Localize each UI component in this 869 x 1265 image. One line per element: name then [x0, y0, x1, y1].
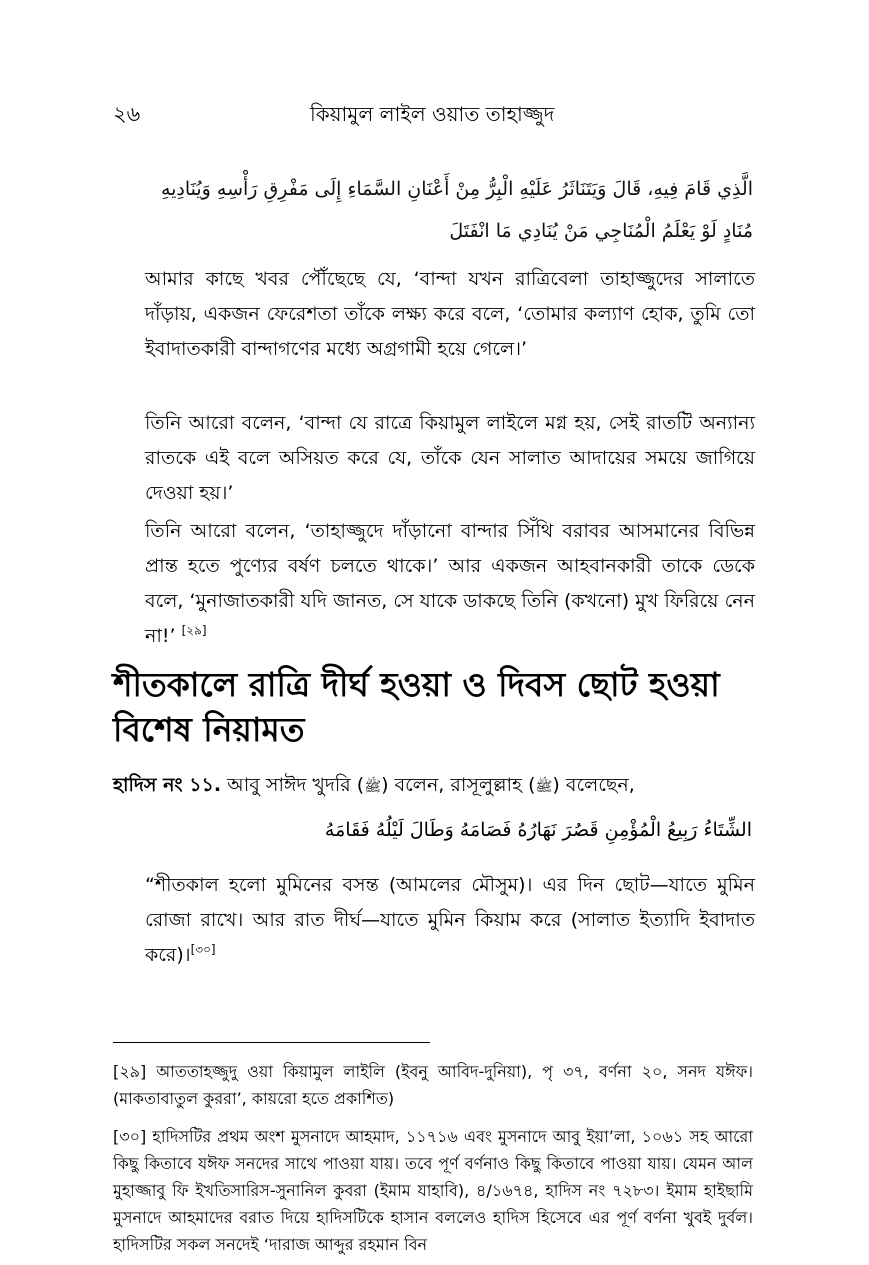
hadith-text-c: ) বলেছেন, [552, 774, 635, 796]
hadith-label: হাদিস নং ১১. [113, 774, 222, 796]
footnote-rule [113, 1042, 430, 1043]
hadith-text-a: আবু সাঈদ খুদরি ( [221, 774, 365, 796]
paragraph-2: তিনি আরো বলেন, ‘বান্দা যে রাত্রে কিয়ামুল লাইলে মগ্ন হয়, সেই রাতটি অন্যান্য রাতকে এই বলে অসিয়ত করে যে, তাঁকে যেন সালাত আদায়ের সময়ে জাগিয়ে দেওয়া হয়।’ [145, 412, 755, 504]
hadith-translation-text: “শীতকাল হলো মুমিনের বসন্ত (আমলের মৌসুম)। এর দিন ছোট—যাতে মুমিন রোজা রাখে। আর রাত দীর্ঘ—যাতে মুমিন কিয়াম করে (সালাত ইত্যাদি ইবাদাত করে)। [145, 874, 755, 966]
arabic-line-2: مُنَادٍ لَوْ يَعْلَمُ الْمُنَاجِي مَنْ يُنَادِي مَا انْفَتَلَ [449, 220, 753, 242]
paragraph-3 [145, 514, 755, 654]
footnote-ref-29: [২৯] [181, 623, 207, 638]
arabic-passage [150, 168, 753, 252]
footnote-30: [৩০] হাদিসটির প্রথম অংশ মুসনাদে আহমাদ, ১১৭১৬ এবং মুসনাদে আবু ইয়া’লা, ১০৬১ সহ আরো কিছু কিতাবে যঈফ সনদের সাথে পাওয়া যায়। তবে পূর্ণ বর্ণনাও কিছু কিতাবে পাওয়া যায়। যেমন আল মুহাজ্জাবু ফি ইখতিসারিস-সুনানিল কুবরা (ইমাম যাহাবি), ৪/১৬৭৪, হাদিস নং ৭২৮৩। ইমাম হাইছামি মুসনাদে আহমাদের বরাত দিয়ে হাদিসটিকে হাসান বললেও হাদিস হিসেবে এর পূর্ণ বর্ণনা খুবই দুর্বল। হাদিসটির সকল সনদেই ‘দারাজ আব্দুর রহমান বিন [113, 1127, 753, 1254]
page-number: ২৬ [113, 102, 141, 126]
honorific-2: ﷺ [535, 779, 553, 795]
hadith-intro [113, 770, 635, 802]
honorific-1: ﷺ [364, 779, 382, 795]
hadith-text-b: ) বলেন, রাসূলুল্লাহ ( [381, 774, 536, 796]
hadith-translation [145, 868, 755, 973]
arabic-line-1: الَّذِي قَامَ فِيهِ، قَالَ وَيَتَنَاثَرُ عَلَيْهِ الْبِرُّ مِنْ أَعْنَانِ السَّمَاءِ إِلَى مَفْرِقِ رَأْسِهِ وَيُنَادِيهِ [160, 178, 753, 200]
section-heading: শীতকালে রাত্রি দীর্ঘ হওয়া ও দিবস ছোট হওয়া বিশেষ নিয়ামত [113, 665, 720, 749]
paragraph-3-text: তিনি আরো বলেন, ‘তাহাজ্জুদে দাঁড়ানো বান্দার সিঁথি বরাবর আসমানের বিভিন্ন প্রান্ত হতে পুণ্যের বর্ষণ চলতে থাকে।’ আর একজন আহবানকারী তাকে ডেকে বলে, ‘মুনাজাতকারী যদি জানত, সে যাকে ডাকছে তিনি (কখনো) মুখ ফিরিয়ে নেন না!’ [145, 520, 755, 647]
footnote-29: [২৯] আততাহজ্জুদু ওয়া কিয়ামুল লাইলি (ইবনু আবিদ-দুনিয়া), পৃ ৩৭, বর্ণনা ২০, সনদ যঈফ। (মাকতাবাতুল কুররা’, কায়রো হতে প্রকাশিত) [113, 1062, 753, 1108]
paragraph-1: আমার কাছে খবর পৌঁছেছে যে, ‘বান্দা যখন রাত্রিবেলা তাহাজ্জুদের সালাতে দাঁড়ায়, একজন ফেরেশতা তাঁকে লক্ষ্য করে বলে, ‘তোমার কল্যাণ হোক, তুমি তো ইবাদাতকারী বান্দাগণের মধ্যে অগ্রগামী হয়ে গেলে।’ [145, 268, 755, 360]
running-title: কিয়ামুল লাইল ওয়াত তাহাজ্জুদ [310, 102, 555, 126]
hadith-arabic: الشِّتَاءُ رَبِيعُ الْمُؤْمِنِ قَصُرَ نَهَارُهُ فَصَامَهُ وَطَالَ لَيْلُهُ فَقَامَهُ [324, 819, 752, 841]
footnote-ref-30: [৩০] [190, 942, 216, 957]
